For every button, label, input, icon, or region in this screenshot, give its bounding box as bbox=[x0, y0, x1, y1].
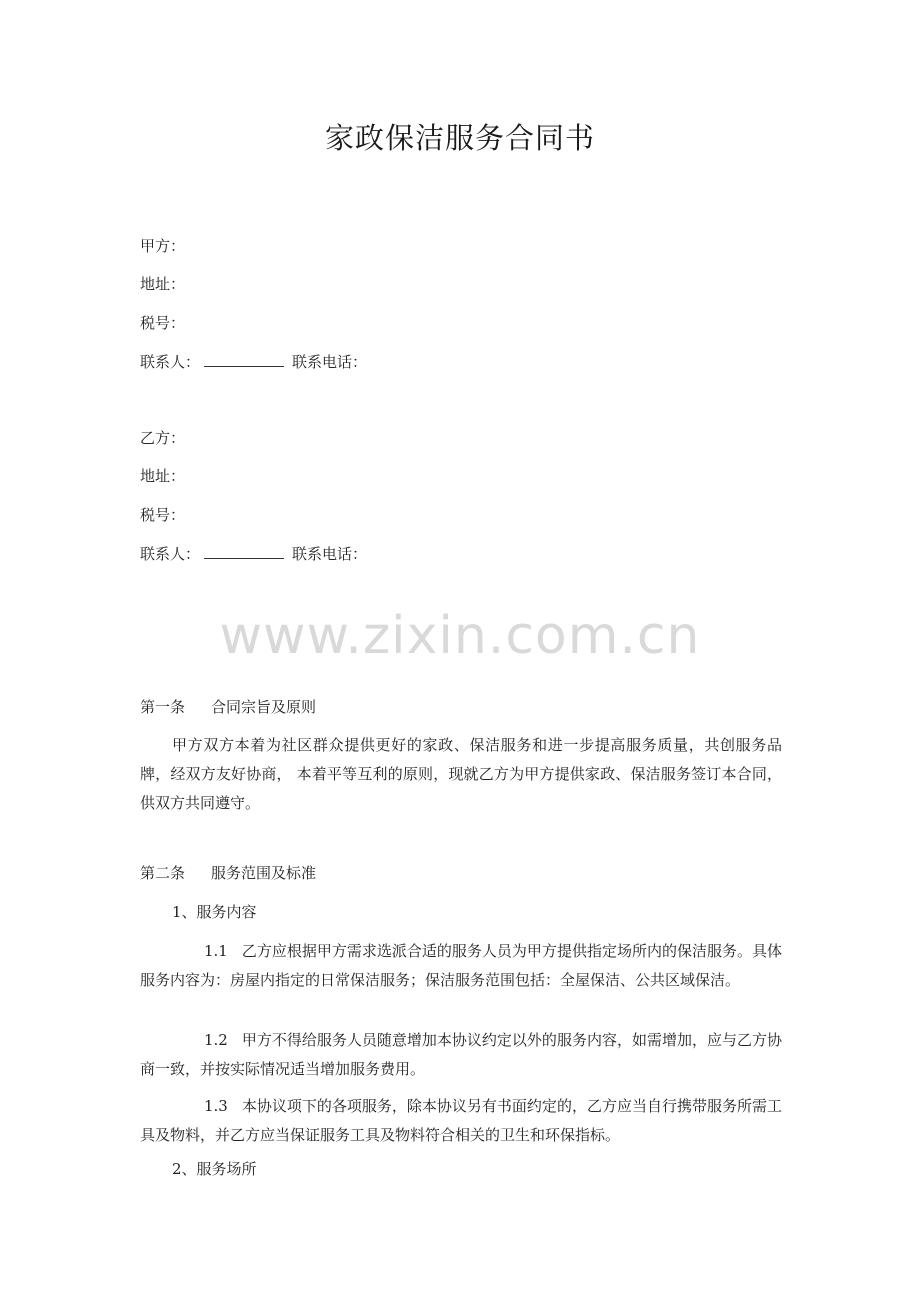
clause-1-3 bbox=[140, 1092, 782, 1150]
party-a-tax-label: 税号： bbox=[140, 314, 186, 332]
clause-1-1-number: 1.1 bbox=[204, 942, 228, 960]
party-b-contact-blank bbox=[204, 544, 284, 559]
party-a-name-label: 甲方： bbox=[140, 237, 186, 255]
article-1-title: 合同宗旨及原则 bbox=[211, 698, 317, 716]
party-a-contact-row bbox=[140, 352, 367, 372]
clause-1-2 bbox=[140, 1026, 782, 1084]
party-b-contact-label: 联系人： bbox=[140, 545, 201, 563]
section-2-heading: 2、服务场所 bbox=[172, 1160, 257, 1178]
article-1-number: 第一条 bbox=[140, 698, 186, 716]
section-1-heading: 1、服务内容 bbox=[172, 903, 257, 921]
party-b-phone-label: 联系电话： bbox=[292, 545, 368, 563]
clause-1-2-text: 甲方不得给服务人员随意增加本协议约定以外的服务内容，如需增加，应与乙方协商一致，并按实际情况适当增加服务费用。 bbox=[140, 1031, 782, 1078]
article-2-number: 第二条 bbox=[140, 864, 186, 882]
clause-1-1 bbox=[140, 937, 782, 995]
party-a-address-label: 地址： bbox=[140, 275, 186, 293]
party-a-phone-label: 联系电话： bbox=[292, 353, 368, 371]
article-1-heading bbox=[140, 697, 316, 717]
party-b-address-label: 地址： bbox=[140, 467, 186, 485]
watermark: www.zixin.com.cn bbox=[219, 606, 701, 666]
article-1-body: 甲方双方本着为社区群众提供更好的家政、保洁服务和进一步提高服务质量，共创服务品牌，经双方友好协商， 本着平等互利的原则，现就乙方为甲方提供家政、保洁服务签订本合同，供双方共同遵守。 bbox=[140, 736, 782, 812]
party-b-tax-label: 税号： bbox=[140, 506, 186, 524]
clause-1-1-text: 乙方应根据甲方需求选派合适的服务人员为甲方提供指定场所内的保洁服务。具体服务内容为：房屋内指定的日常保洁服务；保洁服务范围包括：全屋保洁、公共区域保洁。 bbox=[140, 942, 782, 989]
party-a-contact-blank bbox=[204, 352, 284, 367]
article-2-title: 服务范围及标准 bbox=[211, 864, 317, 882]
party-b-contact-row bbox=[140, 544, 367, 564]
party-b-name-label: 乙方： bbox=[140, 429, 186, 447]
clause-1-3-number: 1.3 bbox=[204, 1097, 228, 1115]
article-2-heading bbox=[140, 863, 316, 883]
clause-1-2-number: 1.2 bbox=[204, 1031, 228, 1049]
clause-1-3-text: 本协议项下的各项服务，除本协议另有书面约定的，乙方应当自行携带服务所需工具及物料，并乙方应当保证服务工具及物料符合相关的卫生和环保指标。 bbox=[140, 1097, 782, 1144]
document-title: 家政保洁服务合同书 bbox=[324, 121, 595, 155]
party-a-contact-label: 联系人： bbox=[140, 353, 201, 371]
